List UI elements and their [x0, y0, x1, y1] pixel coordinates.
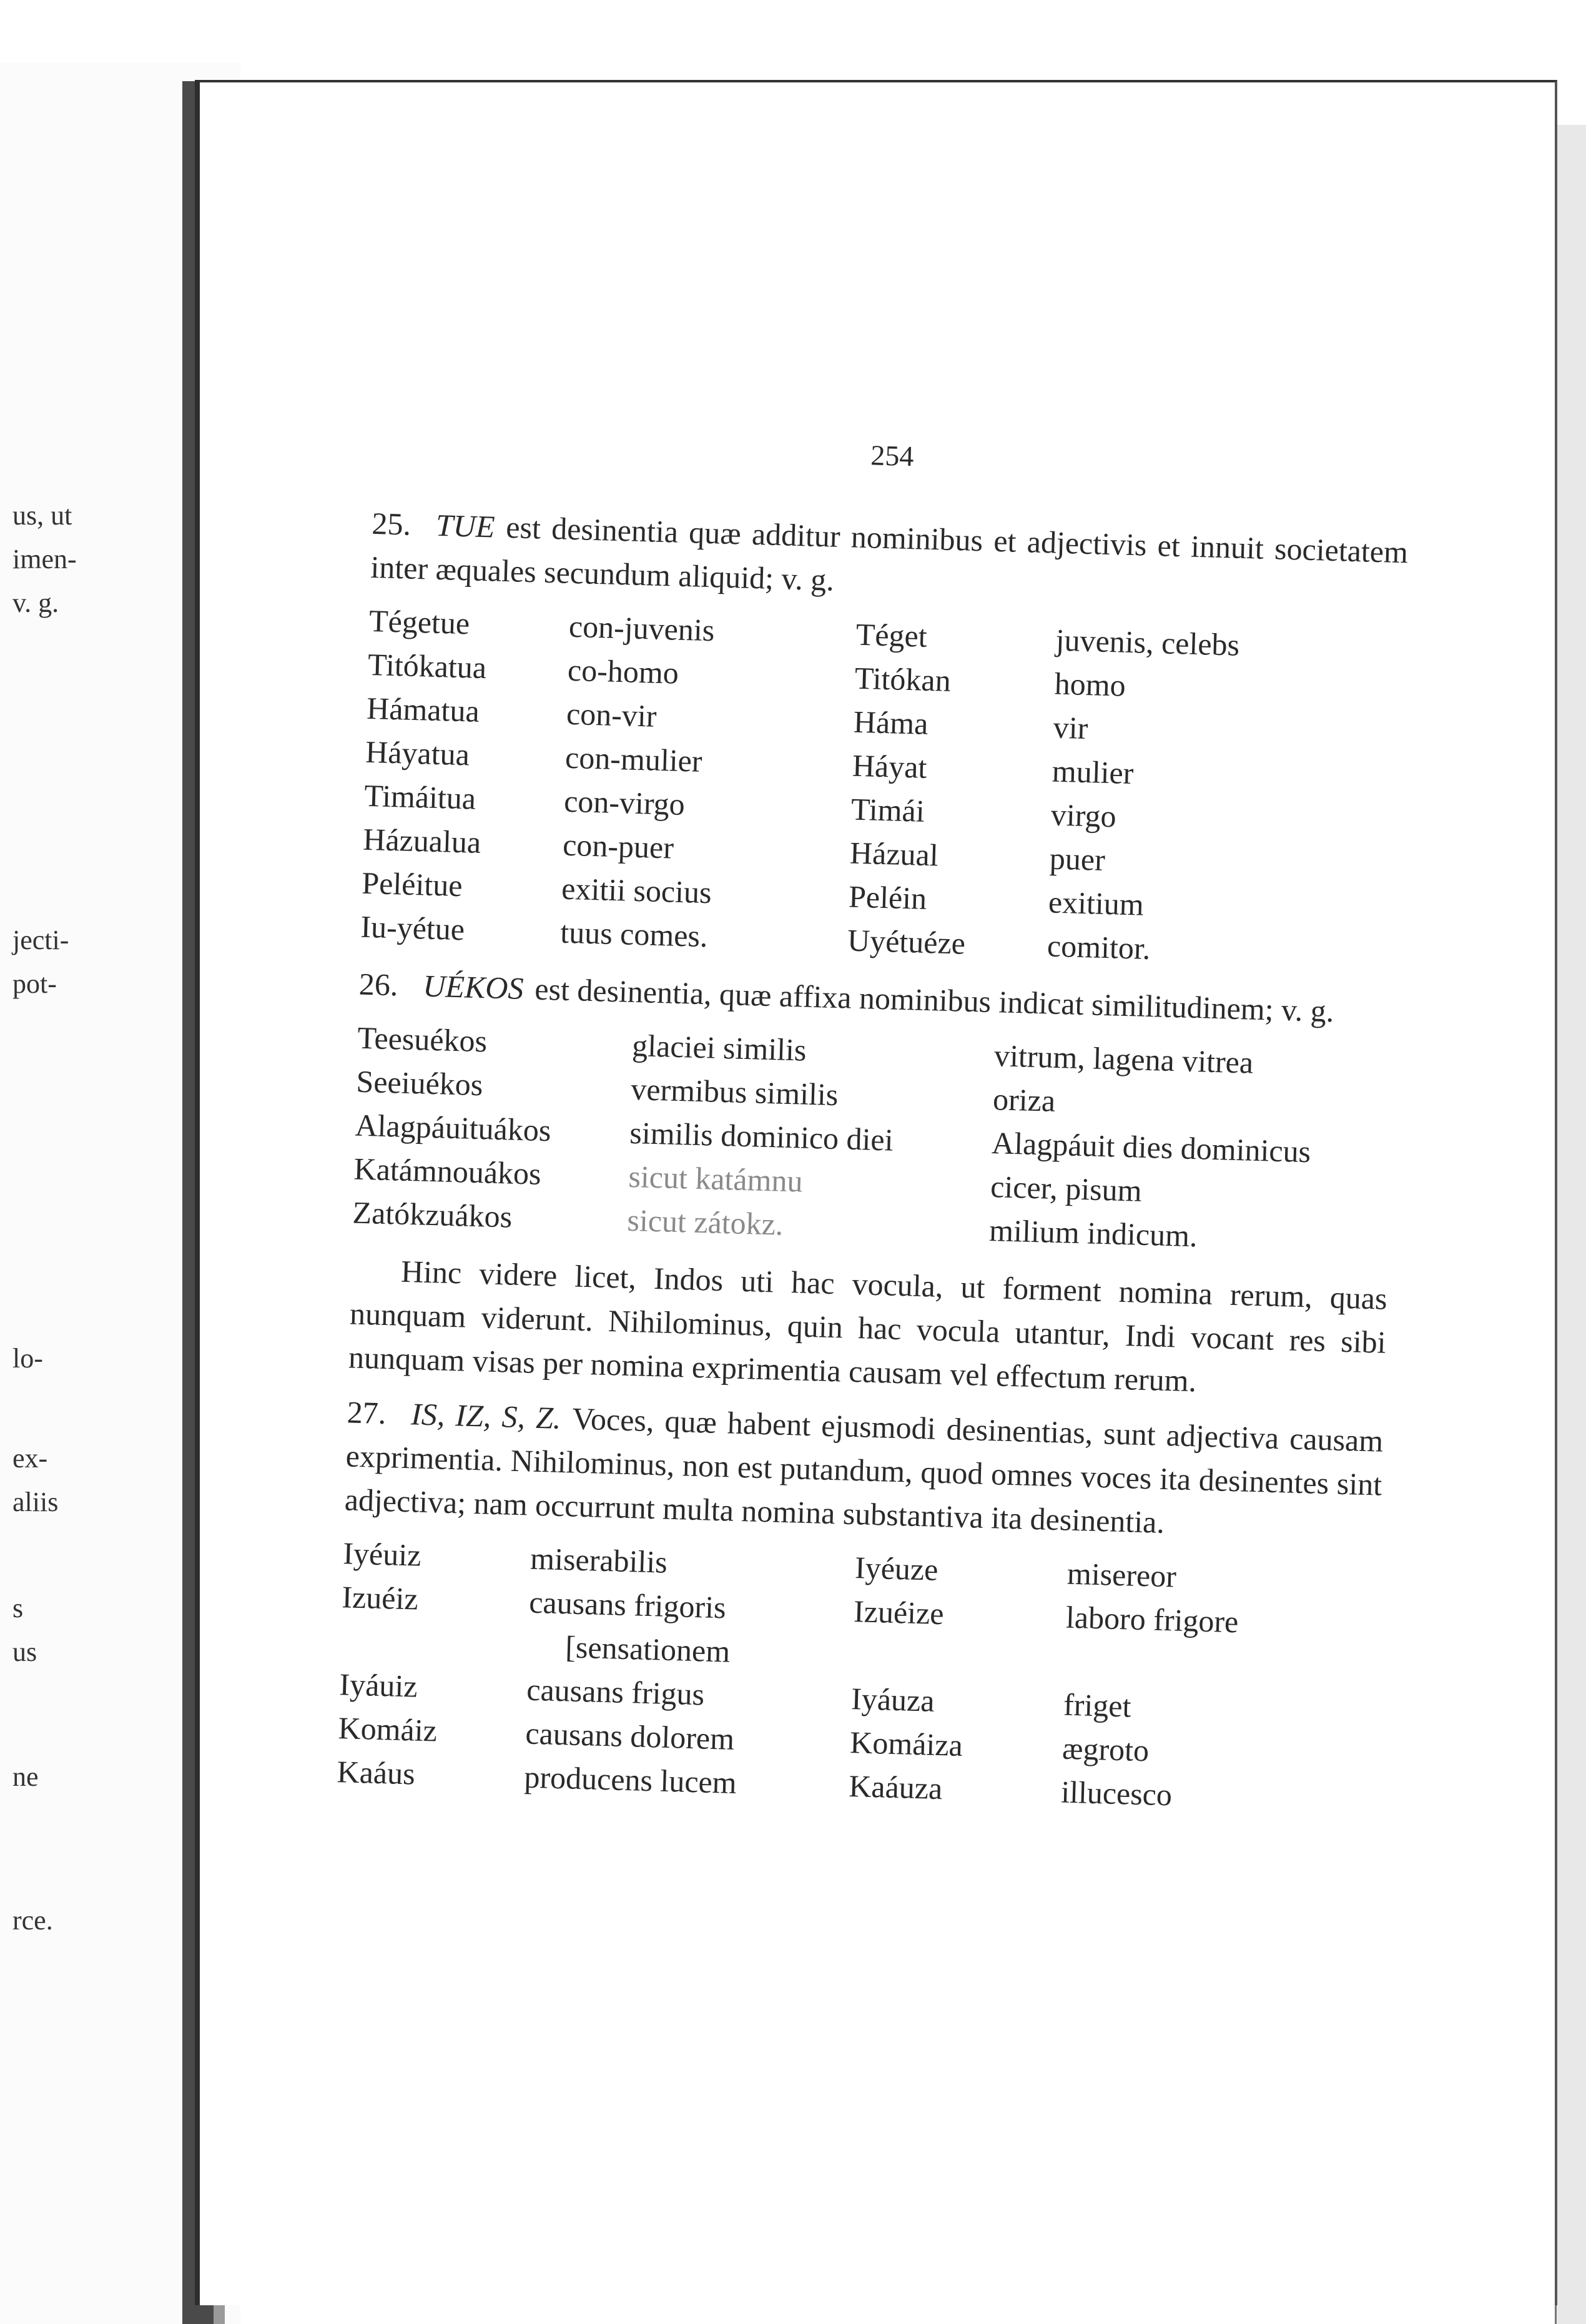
- table-cell: co-homo: [567, 652, 679, 691]
- table-cell: sicut zátokz.: [626, 1202, 784, 1242]
- table-cell: Katámnouákos: [353, 1151, 542, 1191]
- table-cell: vermibus similis: [630, 1071, 839, 1113]
- table-cell: Uyétuéze: [847, 922, 966, 961]
- section-text: est desinentia quæ additur nominibus et adjectivis et innuit societatem inter æquales secundum aliquid; v. g.: [370, 509, 1409, 598]
- table-cell: causans frigoris: [528, 1584, 727, 1625]
- table-cell: exitii socius: [561, 870, 712, 910]
- suffix-term: TUE: [435, 507, 496, 544]
- margin-fragment: imen-: [12, 544, 77, 574]
- table-cell: Háma: [853, 704, 929, 741]
- table-cell: homo: [1054, 666, 1126, 703]
- page-content: [336, 425, 1411, 1836]
- table-cell: puer: [1049, 840, 1106, 877]
- table-cell: Peléin: [848, 879, 927, 916]
- table-cell: Timái: [850, 791, 925, 829]
- table-cell: mulier: [1052, 753, 1135, 791]
- table-cell: Kaáus: [336, 1754, 416, 1791]
- table-cell: comitor.: [1047, 928, 1151, 967]
- word-table-26: [352, 1016, 1394, 1263]
- table-cell: causans frigus: [526, 1672, 705, 1712]
- margin-fragment: us: [12, 1637, 37, 1667]
- table-cell: Tégetue: [368, 603, 470, 641]
- table-cell: [340, 1618, 529, 1667]
- table-cell: illucesco: [1060, 1774, 1173, 1813]
- table-cell: laboro frigore: [1065, 1599, 1239, 1640]
- table-cell: Zatókzuákos: [352, 1194, 513, 1234]
- section-26-note: Hinc videre licet, Indos uti hac vocula, ut forment nomina rerum, quas nunquam viderunt. Nihilominus, quin hac vocula utantur, Indi vocant res sibi nunquam visas per nomina exprimentia causam vel effectum rerum.: [348, 1253, 1388, 1399]
- table-cell: [852, 1633, 1065, 1682]
- table-cell: [sensationem: [564, 1629, 731, 1669]
- table-cell: milium indicum.: [988, 1212, 1198, 1254]
- section-number: 25.: [371, 505, 411, 542]
- table-cell: vitrum, lagena vitrea: [993, 1038, 1254, 1080]
- table-cell: con-juvenis: [568, 608, 716, 648]
- table-cell: Iyáuza: [850, 1681, 935, 1718]
- table-cell: juvenis, celebs: [1055, 622, 1240, 662]
- table-cell: producens lucem: [523, 1759, 737, 1801]
- table-cell: misereor: [1066, 1555, 1177, 1594]
- table-cell: Alagpáuituákos: [354, 1107, 552, 1148]
- table-cell: oriza: [992, 1081, 1056, 1118]
- suffix-term: UÉKOS: [422, 968, 525, 1007]
- table-cell: Izuéiz: [341, 1579, 419, 1617]
- table-cell: cicer, pisum: [990, 1169, 1143, 1208]
- table-cell: ægroto: [1061, 1730, 1150, 1768]
- table-cell: Iyéuiz: [342, 1535, 422, 1573]
- margin-fragment: ex-: [12, 1443, 48, 1474]
- section-27-paragraph: [344, 1390, 1384, 1550]
- table-cell: similis dominico diei: [629, 1115, 894, 1158]
- table-cell: Peléitue: [361, 865, 463, 904]
- table-cell: con-vir: [566, 696, 658, 734]
- table-cell: Házual: [849, 835, 939, 873]
- table-cell: con-mulier: [564, 739, 703, 779]
- table-cell: vir: [1053, 709, 1089, 746]
- table-cell: Téget: [855, 616, 928, 654]
- page-number: 254: [870, 439, 915, 473]
- table-cell: Titókatua: [367, 646, 487, 686]
- table-cell: friget: [1063, 1686, 1132, 1724]
- table-cell: Iyéuze: [854, 1550, 939, 1587]
- table-cell: exitium: [1048, 884, 1145, 922]
- table-cell: Izuéize: [853, 1593, 945, 1632]
- table-cell: con-virgo: [563, 783, 686, 822]
- word-table-27: [337, 1531, 1380, 1822]
- margin-fragment: ne: [12, 1761, 39, 1792]
- table-cell: Kaáuza: [848, 1768, 943, 1806]
- table-cell: Háyat: [852, 747, 928, 785]
- section-25-paragraph: [370, 501, 1409, 618]
- margin-fragment: v. g.: [12, 588, 59, 618]
- table-cell: Hámatua: [366, 690, 480, 729]
- table-cell: causans dolorem: [525, 1715, 735, 1756]
- table-cell: virgo: [1050, 797, 1117, 834]
- margin-fragment: rce.: [12, 1905, 53, 1936]
- table-cell: Alagpáuit dies dominicus: [991, 1125, 1311, 1169]
- table-cell: Timáitua: [363, 777, 476, 816]
- table-cell: Házualua: [362, 821, 481, 860]
- table-cell: Komáiza: [849, 1725, 963, 1763]
- table-cell: con-puer: [562, 827, 674, 865]
- suffix-term: IS, IZ, S, Z.: [410, 1396, 562, 1435]
- margin-fragment: us, ut: [12, 500, 72, 531]
- table-cell: tuus comes.: [559, 914, 709, 954]
- table-cell: Teesuékos: [357, 1020, 488, 1059]
- table-cell: Iu-yétue: [360, 908, 465, 947]
- table-cell: Seeiuékos: [355, 1063, 484, 1103]
- table-cell: Titókan: [854, 660, 952, 698]
- table-cell: Komáiz: [337, 1710, 438, 1748]
- margin-fragment: pot-: [12, 968, 57, 999]
- margin-fragment: lo-: [12, 1343, 43, 1374]
- table-cell: miserabilis: [529, 1540, 668, 1580]
- table-cell: Iyáuiz: [338, 1667, 418, 1704]
- table-cell: sicut katámnu: [628, 1158, 804, 1199]
- table-cell: Háyatua: [365, 734, 470, 772]
- page-edge: [1555, 125, 1586, 2324]
- section-text: Voces, quæ habent ejusmodi desinentias, sunt adjectiva causam exprimentia. Nihilominus, non est putandum, quod omnes voces ita desinentes sint adjectiva; nam occurrunt multa nomina substantiva ita desinentia.: [344, 1401, 1384, 1540]
- section-number: 27.: [347, 1394, 387, 1431]
- section-number: 26.: [358, 966, 399, 1003]
- word-table-25: [360, 599, 1406, 977]
- margin-fragment: s: [12, 1593, 24, 1623]
- margin-fragment: jecti-: [12, 925, 69, 955]
- margin-fragment: aliis: [12, 1487, 59, 1517]
- table-cell: glaciei similis: [631, 1027, 807, 1068]
- section-text: est desinentia, quæ affixa nominibus indicat similitudinem; v. g.: [534, 971, 1335, 1029]
